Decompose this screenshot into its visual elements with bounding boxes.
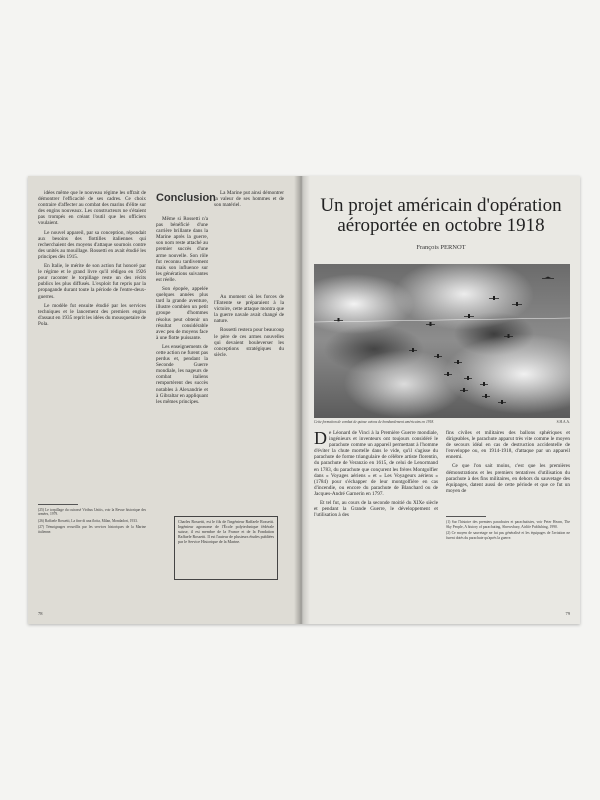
left-page	[28, 176, 300, 624]
paragraph: Son épopée, appelée quelques années plus tard la grande aventure, illustre combien un petit groupe d'hommes résolus peut obtenir un résultat considérable avec peu de moyens face à une flotte puissante.	[156, 286, 208, 341]
paragraph: En Italie, le mérite de son action fut honoré par le régime et le grand livre qu'il rédigea en 1926 pour raconter le torpillage reste un des récits publics les plus diffusés. L'exploit fut repris par la propagande durant toute la période de l'entre-deux-guerres.	[38, 263, 146, 300]
photo-credit: S.H.A.A.	[556, 420, 570, 424]
paragraph: e Léonard de Vinci à la Première Guerre mondiale, ingénieurs et inventeurs ont toujours considéré le parachute comme un appareil permettant à l'homme d'éviter la chute mortelle dans le vide, qu'il s'agisse du parachute de forme triangulaire de célèbre artiste florentin, du parachute de Veranzio en 1615, de celui de Lenormand en 1783, du parachute que conçurent les frères Montgolfier dans « Voyages aériens » et « Les Voyageurs aériens » (1784) pour s'échapper de leur montgolfière en cas d'incendie, ou encore du parachute de Blanchard ou de Jacques-André Garnerin en 1797.	[314, 430, 438, 497]
drop-cap: D	[314, 430, 327, 448]
right-page	[302, 176, 580, 624]
paragraph: Les enseignements de cette action ne furent pas perdus et, pendant la Seconde Guerre mondiale, les nageurs de combat italiens remportèrent des succès notables à Alexandrie et à Gibraltar en appliquant les mêmes principes.	[156, 343, 208, 405]
paragraph: Même si Rossetti n'a pas bénéficié d'une carrière brillante dans la Marine après la guerre, son nom reste attaché au premier succès d'une arme nouvelle. Son rôle fut reconnu tardivement mais son influence sur les générations suivantes est réelle.	[156, 216, 208, 283]
right-footnotes	[446, 520, 570, 542]
footnote: (2) Ce moyen de sauvetage ne fut pas généralisé et les équipages de l'aviation ne furent dotés du parachute qu'après la guerre.	[446, 531, 570, 540]
article-title: Un projet américain d'opération aéroportée en octobre 1918	[320, 195, 562, 236]
left-column-3-top	[214, 190, 284, 210]
article-author: François PERNOT	[416, 244, 466, 251]
paragraph: Et tel fut, au cours de la seconde moitié du XIXe siècle et pendant la Grande Guerre, le développement et l'utilisation à des	[314, 500, 438, 519]
left-column-1	[38, 190, 146, 500]
right-column-1	[314, 430, 438, 580]
section-heading: Conclusion	[156, 192, 216, 204]
magazine-spread	[28, 176, 580, 624]
left-footnotes	[38, 508, 146, 536]
author-credits-box: Charles Rossetti, est le fils de l'ingénieur Raffaele Rossetti. Ingénieur agronome de l'École polytechnique fédérale suisse, il est membre de la France et de la Fondation Raffaele Rossetti. Il est l'auteur de plusieurs études publiées par le Service Historique de la Marine.	[174, 516, 278, 580]
footnote-divider	[446, 516, 486, 517]
left-column-3	[214, 294, 284, 484]
paragraph: Ce que l'on sait moins, c'est que les premières démonstrations et les premiers tentatives d'utilisation du parachute à des fins militaires, en dehors du sauvetage des équipages, datent aussi de cette période et que ce fut un moyen de	[446, 463, 570, 494]
footnote-divider	[38, 504, 78, 505]
paragraph: Rossetti restera pour beaucoup le père de ces armes nouvelles qui devaient bouleverser les conceptions stratégiques du siècle.	[214, 327, 284, 358]
paragraph: Le nouvel appareil, par sa conception, répondait aux besoins des flottilles italiennes qui recherchaient des moyens d'attaque sournois contre des unités au mouillage. Rossetti en avait étudié les principes dès 1915.	[38, 229, 146, 260]
footnote: (1) Sur l'histoire des premiers parachutes et parachutistes, voir Peter Hearn, The Sky People, A history of parachuting, Shrewsbury, Airlife Publishing, 1990.	[446, 520, 570, 529]
paragraph: Le modèle fut ensuite étudié par les services techniques et le lancement des premiers engins d'assaut en 1935 reprit les idées du mousquetaire de Pola.	[38, 302, 146, 327]
right-column-2	[446, 430, 570, 512]
page-number-left: 78	[38, 611, 43, 616]
aircraft-silhouettes	[314, 264, 570, 418]
footnote: (26) Raffaele Rossetti, La fine di una flotta, Milan, Mondadori, 1933.	[38, 518, 138, 523]
footnote: (25) Le torpillage du cuirassé Viribus Unitis, voir la Revue historique des armées, 1979.	[38, 508, 146, 517]
left-column-2	[156, 216, 208, 498]
bomber-formation-photo	[314, 264, 570, 418]
paragraph: Au moment où les forces de l'Entente se préparaient à la victoire, cette attaque montra que la guerre navale avait changé de nature.	[214, 294, 284, 325]
photo-caption	[314, 420, 570, 424]
footnote: (27) Témoignages recueillis par les services historiques de la Marine italienne.	[38, 525, 146, 534]
paragraph: La Marine put ainsi démontrer la valeur de ses hommes et de son matériel.	[214, 190, 284, 209]
paragraph: fins civiles et militaires des ballons sphériques et dirigeables, le parachute apparut très vite comme le moyen de secours idéal en cas de destruction accidentelle de l'enveloppe ou, en 1914-1918, d'attaque par un appareil ennemi.	[446, 430, 570, 461]
caption-text: Cette formation de combat de quinze avions de bombardement américains en 1918.	[314, 420, 435, 424]
page-number-right: 79	[565, 611, 570, 616]
paragraph: idées même que le nouveau régime les offrait de démontrer l'efficacité de ses cadres. Ce choix contraire d'affecter au combat des marins d'élite sur des engins nouveaux. Les constructeurs ne s'étaient pas trompés en créant l'outil que les officiers voulaient.	[38, 190, 146, 227]
